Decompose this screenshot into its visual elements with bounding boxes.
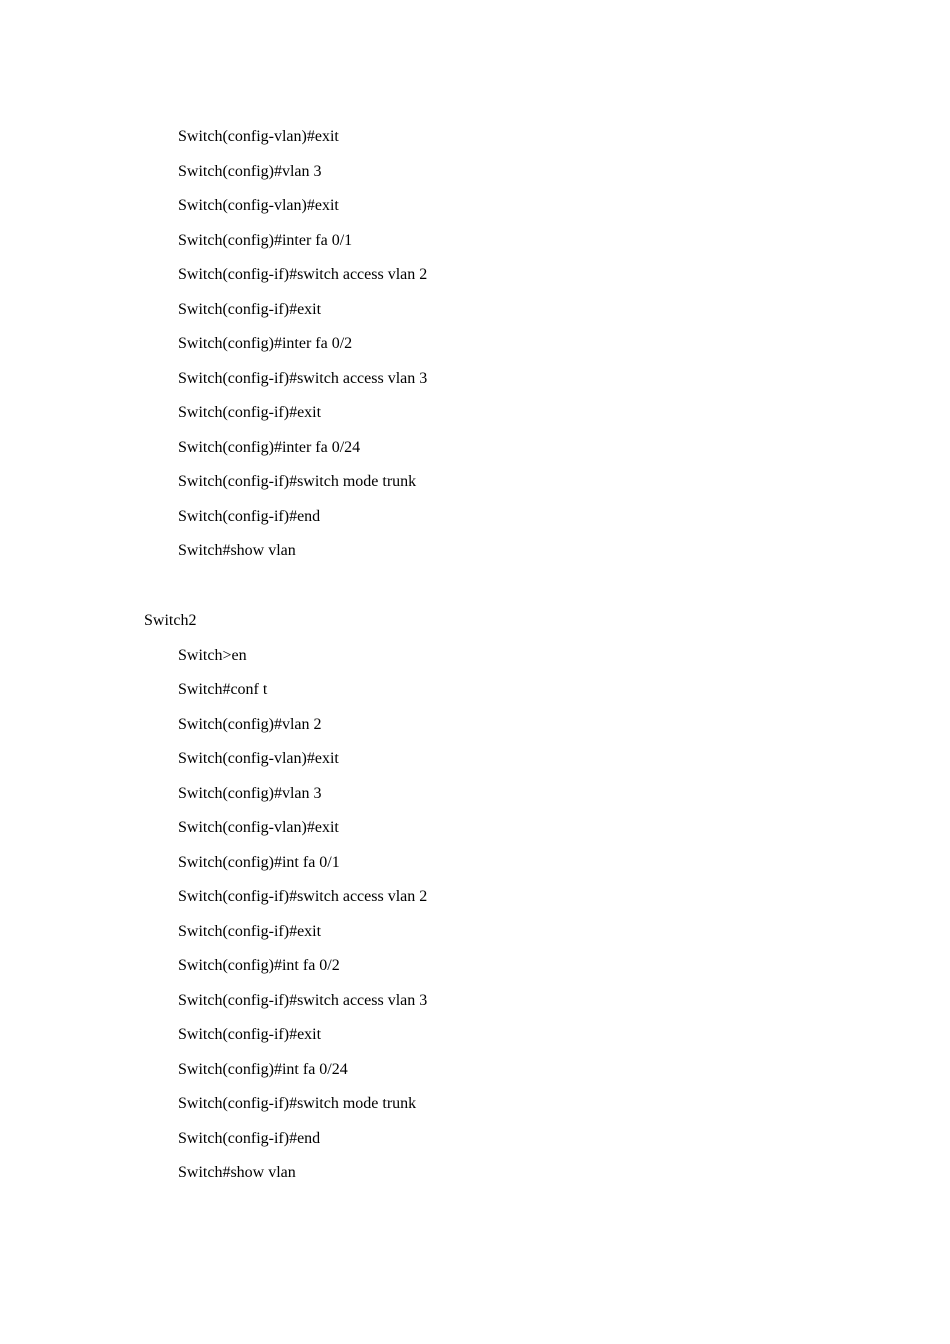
section-heading: Switch2 xyxy=(144,612,197,629)
command-line: Switch(config-if)#end xyxy=(178,1129,321,1147)
command-line: Switch(config)#vlan 3 xyxy=(178,162,322,180)
command-line: Switch(config)#inter fa 0/2 xyxy=(178,335,353,352)
command-line: Switch(config-if)#end xyxy=(178,507,321,525)
command-line: Switch(config-if)#switch access vlan 2 xyxy=(178,888,428,905)
command-line: Switch(config-if)#exit xyxy=(178,300,322,318)
command-line: Switch#conf t xyxy=(178,681,268,698)
command-line: Switch(config-if)#switch mode trunk xyxy=(178,1095,417,1112)
command-line: Switch(config-if)#exit xyxy=(178,1026,322,1043)
command-line: Switch(config)#int fa 0/1 xyxy=(178,853,340,871)
command-line: Switch(config-vlan)#exit xyxy=(178,128,339,145)
switch2-section xyxy=(0,608,950,1195)
command-line: Switch(config)#vlan 2 xyxy=(178,715,322,733)
command-line: Switch(config-vlan)#exit xyxy=(178,197,339,214)
command-line: Switch(config)#inter fa 0/24 xyxy=(178,438,361,456)
command-line: Switch(config)#vlan 3 xyxy=(178,784,322,802)
command-line: Switch>en xyxy=(178,646,247,664)
command-line: Switch(config-if)#switch mode trunk xyxy=(178,473,417,490)
command-line: Switch(config-if)#switch access vlan 3 xyxy=(178,991,428,1009)
command-line: Switch(config-if)#exit xyxy=(178,404,322,421)
command-line: Switch(config-if)#exit xyxy=(178,922,322,940)
command-line: Switch(config)#int fa 0/2 xyxy=(178,957,340,974)
command-line: Switch(config)#int fa 0/24 xyxy=(178,1060,348,1078)
command-line: Switch#show vlan xyxy=(178,542,296,559)
command-line: Switch(config-if)#switch access vlan 3 xyxy=(178,369,428,387)
command-line: Switch#show vlan xyxy=(178,1164,296,1181)
command-line: Switch(config-vlan)#exit xyxy=(178,819,339,836)
command-line: Switch(config)#inter fa 0/1 xyxy=(178,231,353,249)
switch1-command-list xyxy=(0,124,950,573)
command-line: Switch(config-vlan)#exit xyxy=(178,750,339,767)
command-line: Switch(config-if)#switch access vlan 2 xyxy=(178,266,428,283)
